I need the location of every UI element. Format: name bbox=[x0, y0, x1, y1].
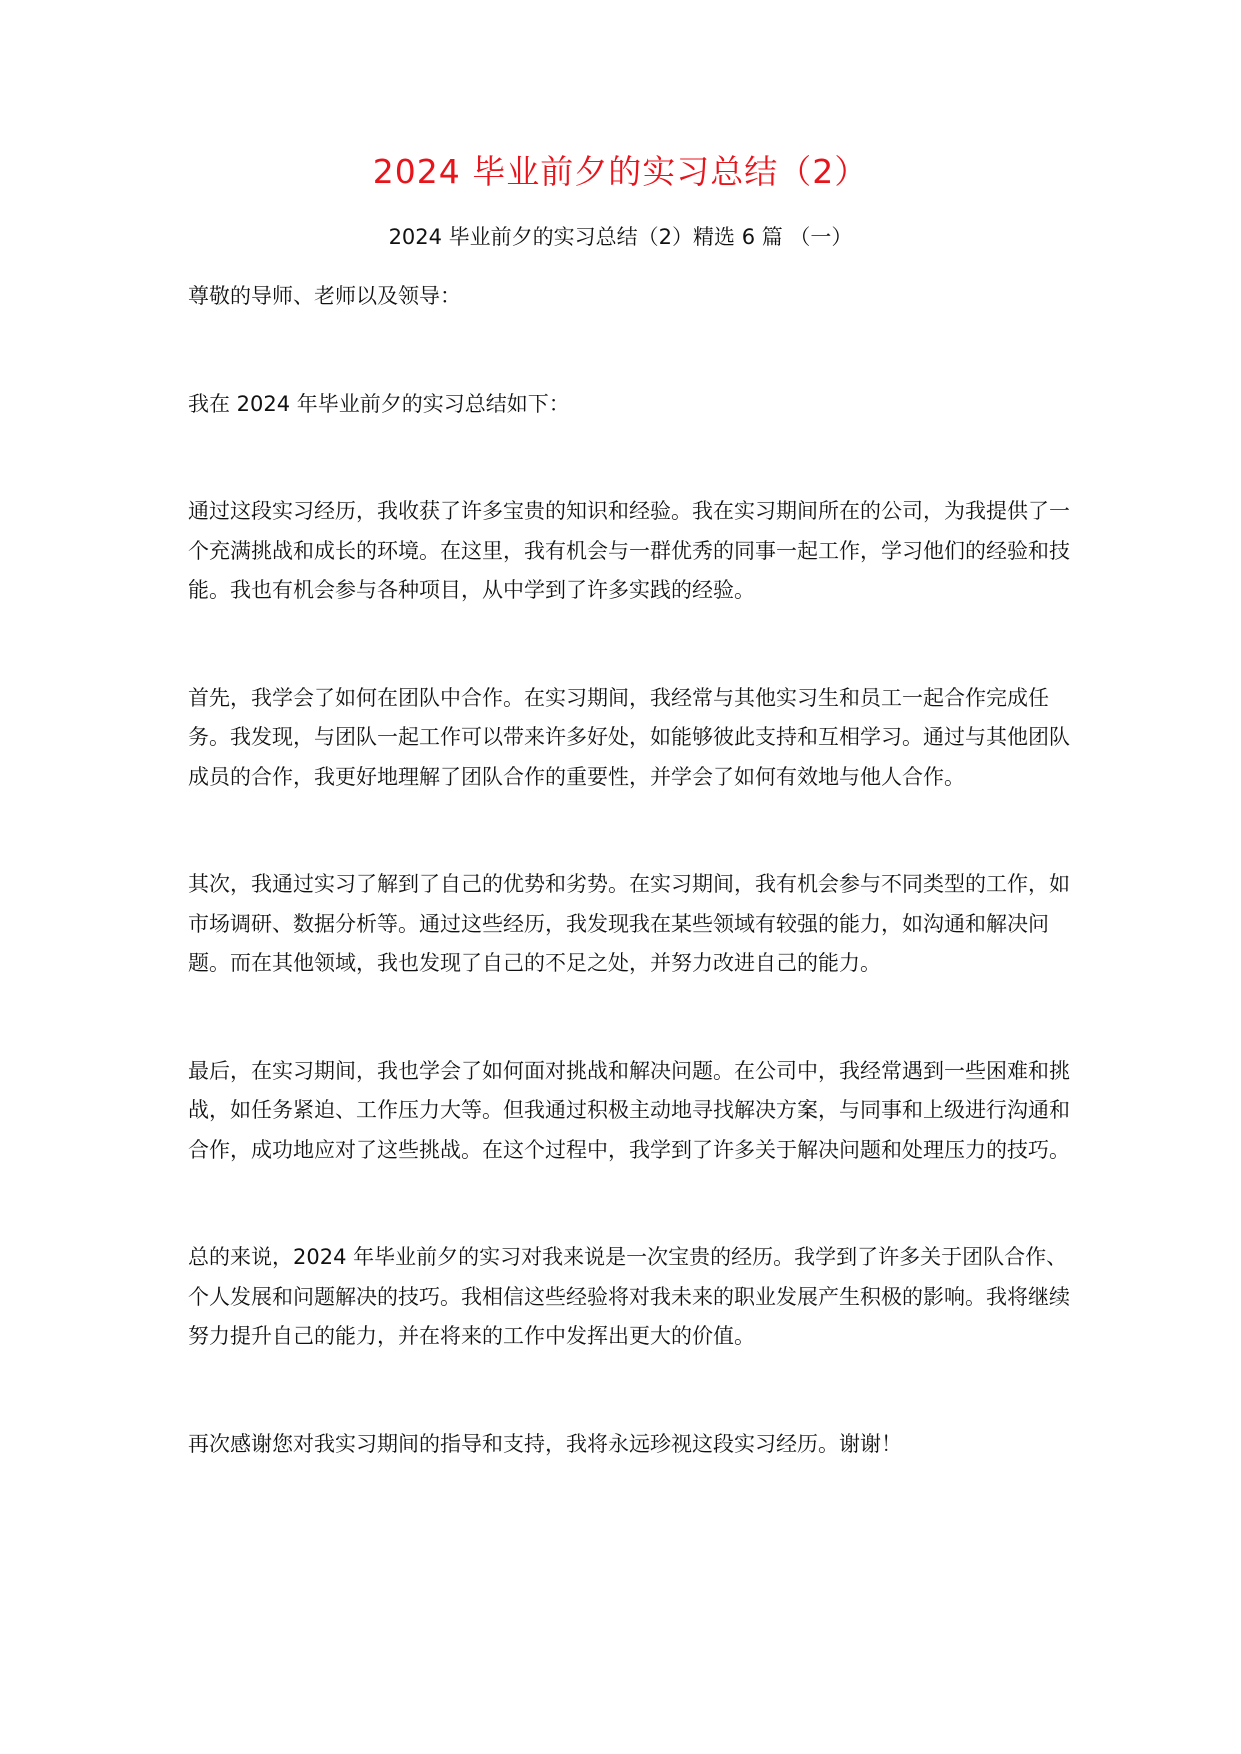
paragraph-gap bbox=[188, 984, 1078, 1052]
experience-paragraph: 通过这段实习经历，我收获了许多宝贵的知识和经验。我在实习期间所在的公司，为我提供了一个充满挑战和成长的环境。在这里，我有机会与一群优秀的同事一起工作，学习他们的经验和技能。我也有机会参与各种项目，从中学到了许多实践的经验。 bbox=[188, 499, 1070, 602]
paragraph-gap bbox=[188, 317, 1078, 385]
intro-paragraph: 我在 2024 年毕业前夕的实习总结如下： bbox=[188, 391, 570, 416]
teamwork-paragraph: 首先，我学会了如何在团队中合作。在实习期间，我经常与其他实习生和员工一起合作完成任务。我发现，与团队一起工作可以带来许多好处，如能够彼此支持和互相学习。通过与其他团队成员的合作，我更好地理解了团队合作的重要性，并学会了如何有效地与他人合作。 bbox=[188, 685, 1070, 789]
challenges-paragraph: 最后，在实习期间，我也学会了如何面对挑战和解决问题。在公司中，我经常遇到一些困难和挑战，如任务紧迫、工作压力大等。但我通过积极主动地寻找解决方案，与同事和上级进行沟通和合作，成功地应对了这些挑战。在这个过程中，我学到了许多关于解决问题和处理压力的技巧。 bbox=[188, 1058, 1070, 1162]
paragraph-gap bbox=[188, 1170, 1078, 1238]
closing-paragraph: 再次感谢您对我实习期间的指导和支持，我将永远珍视这段实习经历。谢谢！ bbox=[188, 1431, 902, 1456]
document-subtitle: 2024 毕业前夕的实习总结（2）精选 6 篇 （一） bbox=[388, 225, 853, 249]
document-body bbox=[188, 277, 1078, 1464]
paragraph-gap bbox=[188, 797, 1078, 865]
paragraph-gap bbox=[188, 1357, 1078, 1425]
summary-paragraph: 总的来说，2024 年毕业前夕的实习对我来说是一次宝贵的经历。我学到了许多关于团队合作、个人发展和问题解决的技巧。我相信这些经验将对我未来的职业发展产生积极的影响。我将继续努力提升自己的能力，并在将来的工作中发挥出更大的价值。 bbox=[188, 1245, 1070, 1348]
paragraph-gap bbox=[188, 424, 1078, 492]
salutation-paragraph: 尊敬的导师、老师以及领导： bbox=[188, 284, 461, 308]
strengths-paragraph: 其次，我通过实习了解到了自己的优势和劣势。在实习期间，我有机会参与不同类型的工作，如市场调研、数据分析等。通过这些经历，我发现我在某些领域有较强的能力，如沟通和解决问题。而在其他领域，我也发现了自己的不足之处，并努力改进自己的能力。 bbox=[188, 872, 1070, 975]
document-title: 2024 毕业前夕的实习总结（2） bbox=[372, 152, 869, 191]
paragraph-gap bbox=[188, 611, 1078, 679]
